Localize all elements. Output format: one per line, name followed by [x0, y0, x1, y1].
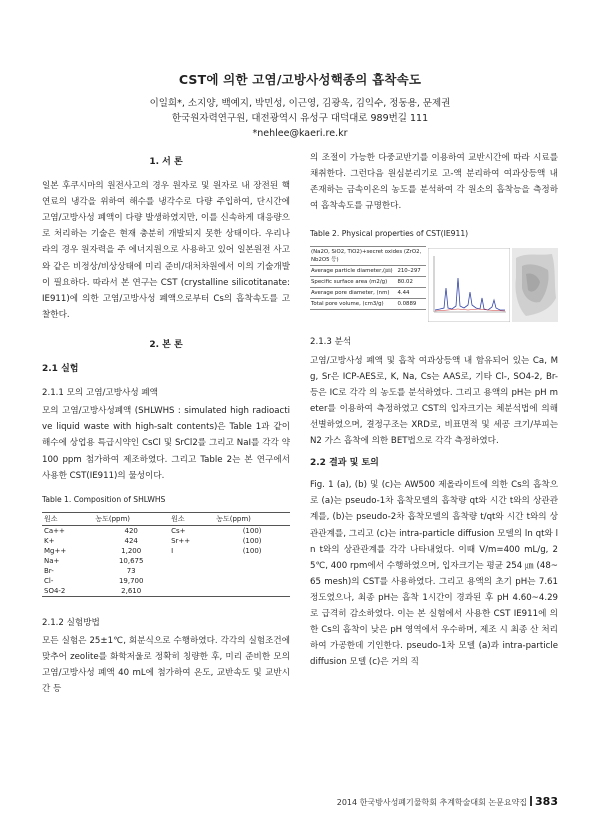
table-row [42, 566, 290, 576]
table-row [310, 299, 426, 310]
waste-paragraph: 모의 고염/고방사성폐액 (SHLWHS : simulated high radioactive liquid waste with high-salt contents)은 Table 1과 같이 해수에 상업용 특급시약인 CsCl 및 SrCl2를 그리고 NaI를 각각 약 100 ppm 첨가하여 제조하였다. 그리고 Table 2는 본 연구에서 사용한 CST(IE911)의 물성이다. [42, 406, 290, 481]
author-list: 이일희*, 소지양, 백예지, 박민성, 이근영, 김광욱, 김익수, 정동용, 문제권 [149, 98, 451, 109]
table-cell: Specific surface area (m2/g) [310, 277, 396, 288]
table-cell: (100) [242, 536, 262, 545]
table2 [310, 246, 426, 310]
table1 [42, 512, 290, 597]
subsection-heading-results: 2.2 결과 및 토의 [310, 458, 379, 469]
page-number: 383 [535, 795, 558, 808]
table-cell: 4.44 [396, 288, 426, 299]
page-footer [337, 795, 558, 808]
table-cell: (100) [242, 546, 262, 555]
section-heading-body: 2. 본 론 [149, 339, 183, 350]
intro-paragraph: 일본 후쿠시마의 원전사고의 경우 원자로 및 원자로 내 장전된 핵연료의 냉각을 위하여 해수를 냉각수로 다량 주입하여, 단시간에 고염/고방사성 폐액이 다량 발생하였지만, 이를 신속하게 대응량으로 처리하는 기술은 현재 충분히 개발되지 못한 상태이다. 우리나라의 경우 원자력을 주 에너지원으로 사용하고 있어 일본원전 사고와 같은 비정상/비상상태에 미리 준비/대처차원에서 이의 기술개발이 필요하다. 따라서 본 연구는 CST (crystalline silicotitanate: IE911)에 의한 고염/고방사성 폐액으로부터 Cs의 흡착속도를 고찰한다. [42, 181, 290, 320]
table-cell: 210–297 [396, 266, 426, 277]
results-paragraph: Fig. 1 (a), (b) 및 (c)는 AW500 제올라이트에 의한 Cs의 흡착으로 (a)는 pseudo-1차 흡착모델의 흡착량 qt와 시간 t와의 상관관계를, (b)는 pseudo-2차 흡착모델의 흡착량 t/qt와 시간 t와의 상관관계를, 그리고 (c)는 intra-particle diffusion 모델의 ln qt와 ln t와의 상관관계를 각각 나타내었다. 이때 V/m=400 mL/g, 25℃, 400 rpm에서 수행하였으며, 입자크기는 평균 254 ㎛ (48~65 mesh)의 CST를 사용하였다. 그리고 용액의 초기 pH는 7.61 정도였으나, 최종 pH는 흡착 1시간이 경과된 후 pH 4.60~4.29로 급격히 감소하였다. 이는 본 실험에서 사용한 CST IE911에 의한 Cs의 흡착이 낮은 pH 영역에서 우수하며, 제조 시 최종 산 처리하여 가공한데 기인한다. pseudo-1차 모델 (a)과 intra-particle diffusion 모델 (c)은 거의 직 [310, 480, 558, 668]
table-row [310, 277, 426, 288]
table-cell: Sr++ [171, 536, 191, 545]
table-row [42, 576, 290, 586]
table-row [42, 586, 290, 597]
table1-header-cell: 원소 [42, 512, 93, 525]
subsection-heading-experiment: 2.1 실험 [42, 364, 79, 375]
xrd-spectrum-image [428, 248, 510, 322]
table-cell: Mg++ [44, 546, 67, 555]
table-cell: K+ [44, 536, 55, 545]
table-cell [169, 566, 214, 576]
left-column [42, 150, 290, 697]
table1-header-cell: 농도(ppm) [214, 512, 290, 525]
table-row [310, 247, 426, 266]
subsubsection-heading-waste: 2.1.1 모의 고염/고방사성 폐액 [42, 388, 158, 399]
table-cell: 0.0889 [396, 299, 426, 310]
table-cell [214, 586, 290, 597]
sem-micrograph-image [512, 248, 558, 322]
method-paragraph: 모든 실험은 25±1℃, 회분식으로 수행하였다. 각각의 실험조건에 맞추어 zeolite를 화학저울로 정확히 칭량한 후, 미리 준비한 모의 고염/고방사성 폐액 40 mL에 첨가하여 온도, 교반속도 및 교반시간 등 [42, 635, 290, 695]
table-cell: Br- [44, 566, 54, 575]
table1-header-cell: 농도(ppm) [93, 512, 169, 525]
table-cell [169, 556, 214, 566]
table2-block [310, 246, 558, 326]
table1-caption: Table 1. Composition of SHLWHS [42, 494, 166, 504]
table-cell: I [171, 546, 174, 555]
table-cell: 19,700 [118, 576, 144, 585]
table-row [42, 546, 290, 556]
table-cell: (Na2O, SiO2, TiO2)+secret oxides (ZrO2, Nb2O5 등) [310, 247, 426, 266]
table-cell: SO4-2 [42, 586, 93, 597]
footer-divider [530, 796, 532, 806]
analysis-paragraph: 고염/고방사성 폐액 및 흡착 여과상등액 내 함유되어 있는 Ca, Mg, Sr은 ICP-AES로, K, Na, Cs는 AAS로, 기타 Cl-, SO4-2, Br- 등은 IC로 각각 의 농도를 분석하였다. 그리고 용액의 pH는 pH meter를 이용하여 측정하였고 CST의 입자크기는 체분석법에 의해 선별하였으며, 결정구조는 XRD로, 비표면적 및 세공 크기/부피는 N2 가스 흡착에 의한 BET법으로 각각 측정하였다. [310, 355, 558, 447]
table1-header-cell: 원소 [169, 512, 214, 525]
footer-text: 2014 한국방사성폐기물학회 추계학술대회 논문요약집 [336, 798, 528, 807]
table-cell: 1,200 [121, 546, 142, 555]
table-cell: Total pore volume, (cm3/g) [310, 299, 396, 310]
table-cell [214, 556, 290, 566]
table-cell: Cs+ [171, 526, 186, 535]
table-cell: 73 [126, 566, 136, 575]
table-cell [214, 566, 290, 576]
table-cell [214, 576, 290, 586]
table-row [42, 536, 290, 546]
table-row [42, 556, 290, 566]
table-row [42, 525, 290, 536]
table-cell: Cl- [44, 576, 54, 585]
table-row [310, 288, 426, 299]
subsubsection-heading-method: 2.1.2 실험방법 [42, 617, 100, 628]
table-cell: 424 [124, 536, 138, 545]
table-cell: Average pore diameter, (nm) [310, 288, 396, 299]
subsubsection-heading-analysis: 2.1.3 분석 [310, 337, 352, 348]
affiliation: 한국원자력연구원, 대전광역시 유성구 대덕대로 989번길 111 [171, 113, 429, 124]
table2-caption: Table 2. Physical properties of CST(IE911) [310, 229, 469, 239]
email: *nehlee@kaeri.re.kr [252, 128, 348, 139]
table-cell: Na+ [44, 556, 60, 565]
table1-header-row [42, 512, 290, 525]
table-cell [169, 586, 214, 597]
section-heading-intro: 1. 서 론 [149, 157, 183, 167]
right-column [310, 150, 558, 670]
table-cell: Average particle diameter,(㎛) [310, 266, 396, 277]
paper-title: CST에 의한 고염/고방사성핵종의 흡착속도 [178, 72, 422, 87]
table-row [310, 266, 426, 277]
table-cell: 420 [124, 526, 138, 535]
method-paragraph-continued: 의 조절이 가능한 다중교반기를 이용하여 교반시간에 따라 시료를 채취한다. 그런다음 원심분리기로 고-액 분리하여 여과상등액 내 존재하는 금속이온의 농도를 분석하여 각 원소의 흡착능을 측정하여 흡착속도를 규명한다. [310, 153, 558, 212]
table-cell [169, 576, 214, 586]
table-cell: 10,675 [118, 556, 144, 565]
table-cell: 2,610 [93, 586, 169, 597]
author-block [0, 96, 600, 141]
table-cell: 80.02 [396, 277, 426, 288]
table-cell: (100) [242, 526, 262, 535]
table-cell: Ca++ [44, 526, 65, 535]
